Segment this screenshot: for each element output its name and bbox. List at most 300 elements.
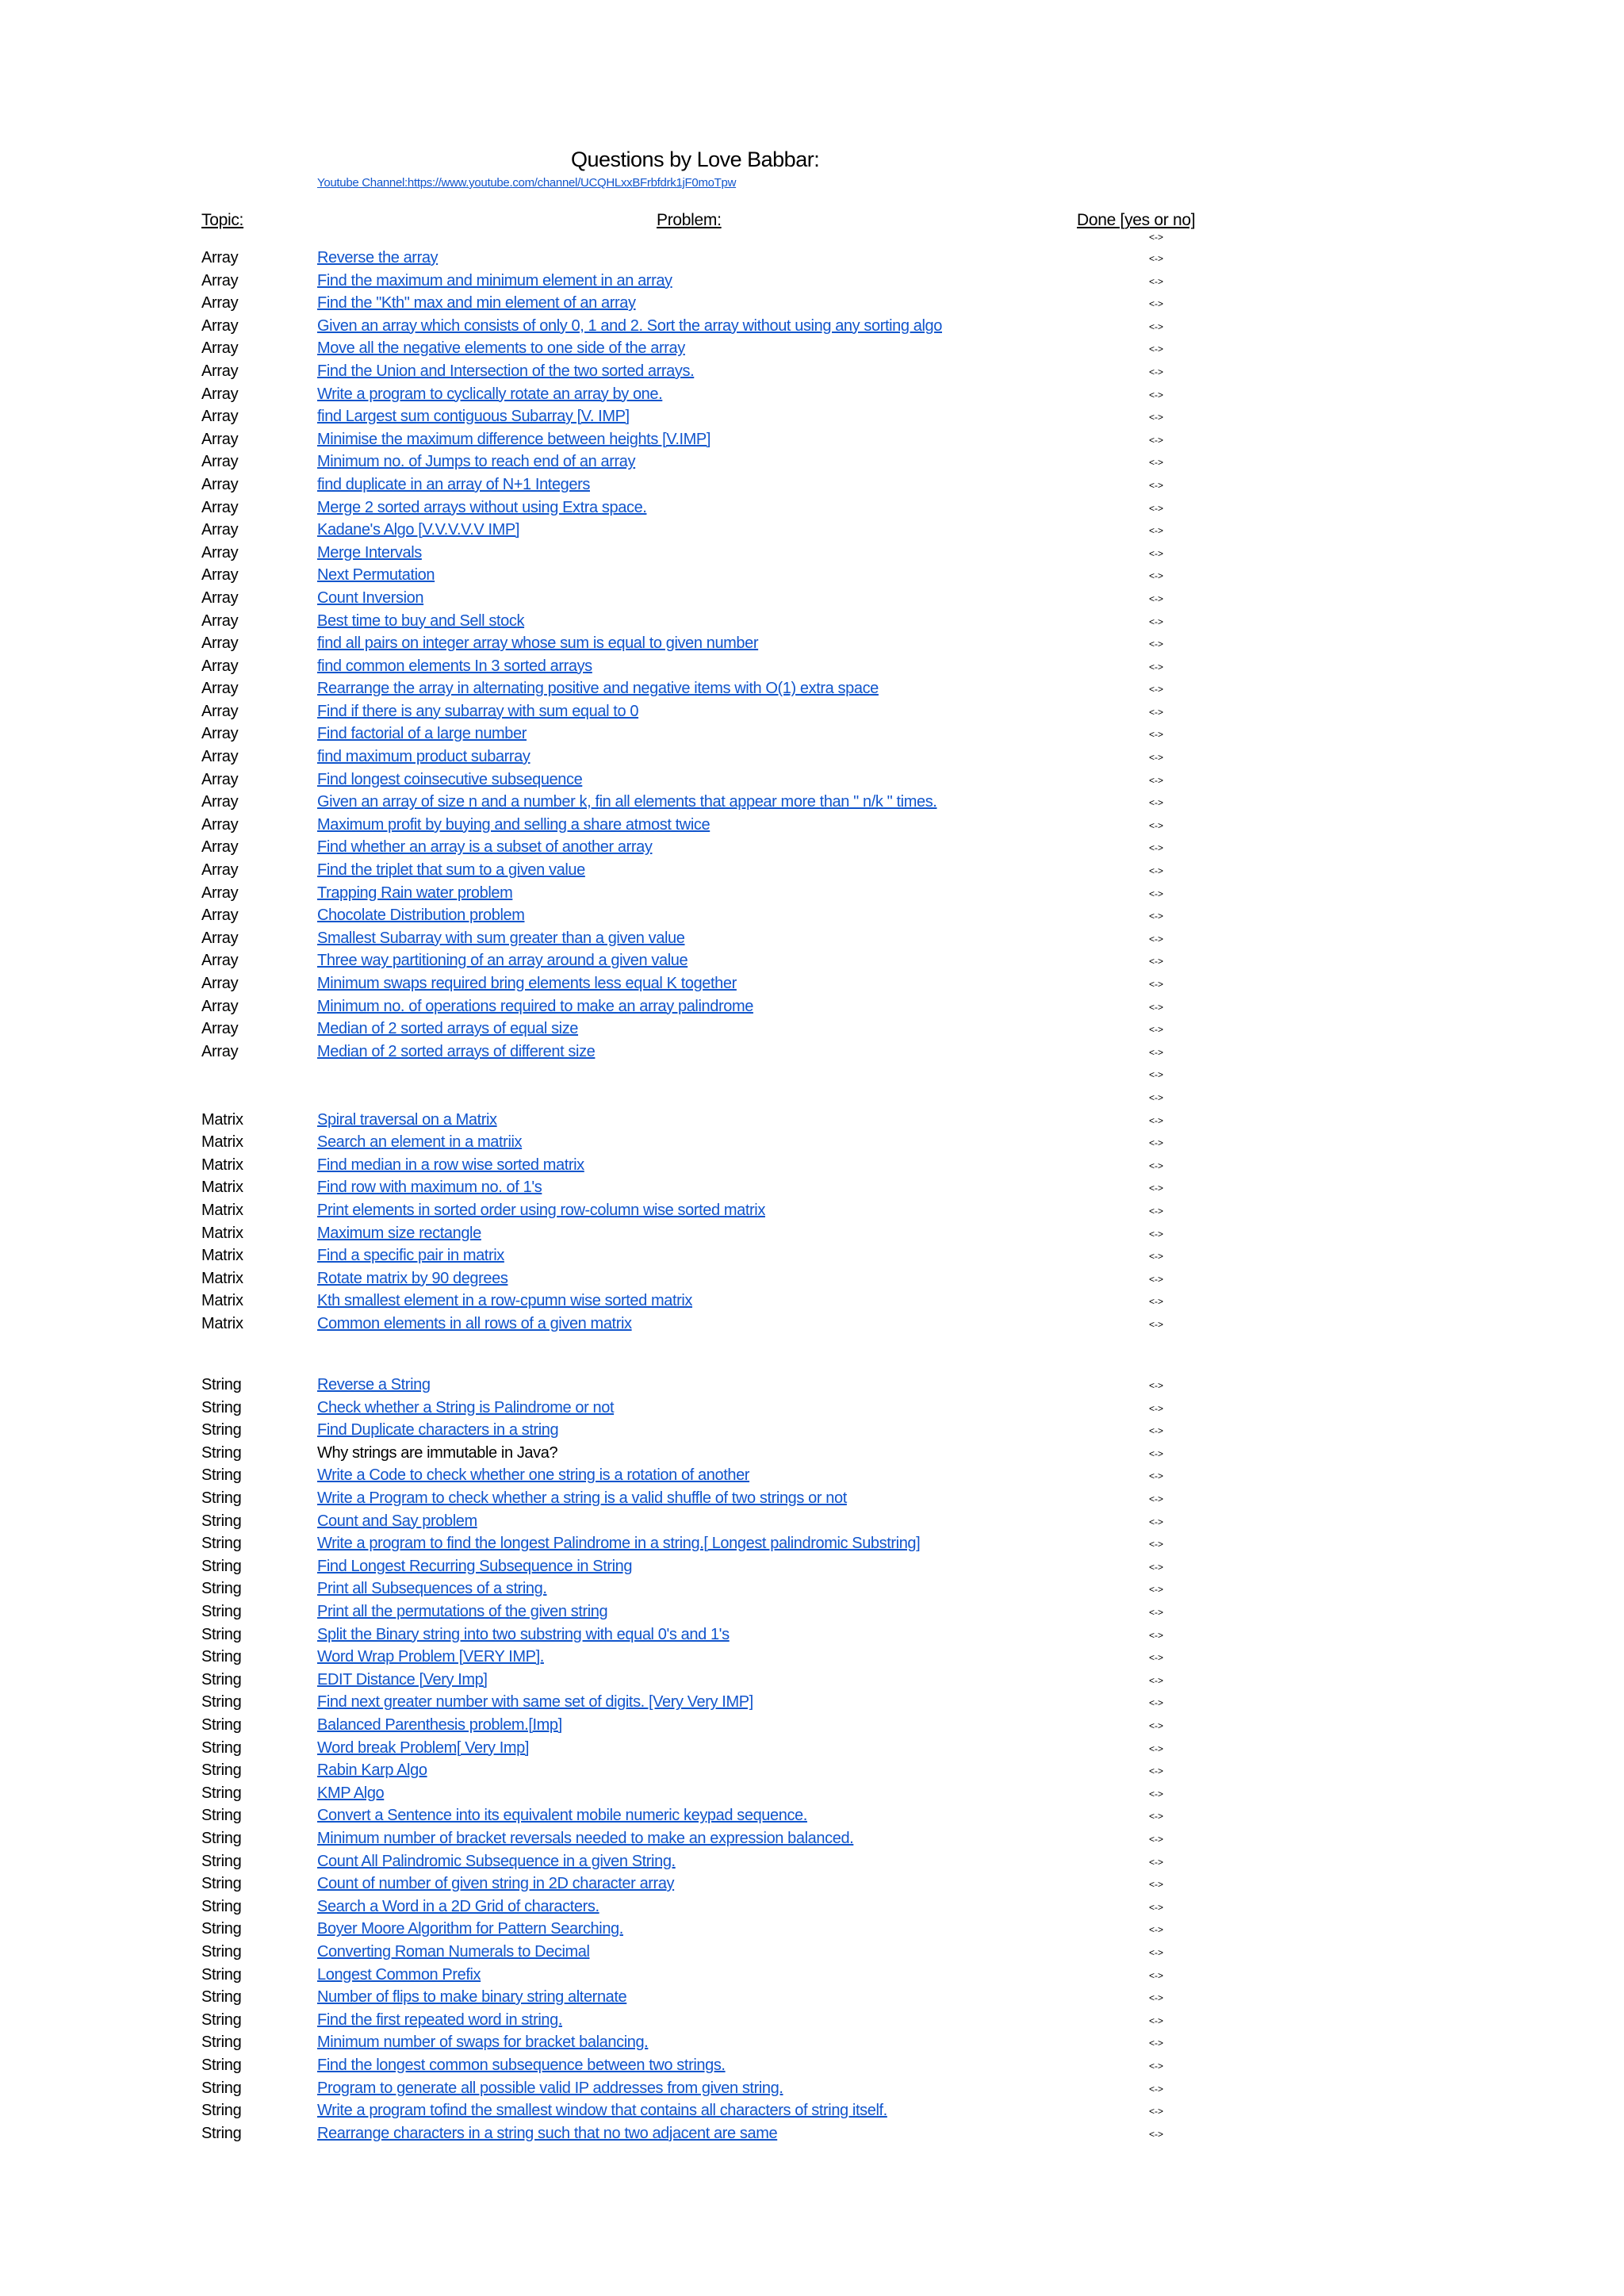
table-row (0, 1155, 1624, 1178)
problem-link[interactable]: Search an element in a matriix (317, 1133, 523, 1152)
topic-cell: String (201, 1920, 242, 1938)
done-marker: <-> (1149, 1856, 1164, 1868)
topic-cell: Matrix (201, 1314, 243, 1332)
section-gap (0, 1352, 1624, 1375)
done-marker: <-> (1149, 1607, 1164, 1619)
problem-link[interactable]: Write a program to find the longest Palindrome in a string.[ Longest palindromic Substring] (317, 1535, 921, 1553)
problem-link[interactable]: Minimum no. of Jumps to reach end of an array (317, 453, 636, 471)
done-marker: <-> (1149, 2106, 1164, 2118)
problem-link[interactable]: Rotate matrix by 90 degrees (317, 1269, 508, 1287)
problem-link[interactable]: Minimum swaps required bring elements less equal K together (317, 975, 737, 992)
topic-cell: Array (201, 611, 239, 630)
done-marker: <-> (1149, 479, 1164, 491)
topic-cell: Matrix (201, 1156, 243, 1174)
topic-cell: Matrix (201, 1201, 243, 1219)
problem-link[interactable]: Minimise the maximum difference between heights [V.IMP] (317, 430, 711, 448)
done-marker: <-> (1149, 1493, 1164, 1505)
problem-link[interactable]: Minimum number of bracket reversals needed to make an expression balanced. (317, 1829, 854, 1847)
table-row (0, 2078, 1624, 2101)
table-row (0, 1465, 1624, 1488)
done-marker: <-> (1149, 275, 1164, 287)
topic-cell: Array (201, 588, 239, 607)
problem-link[interactable]: Longest Common Prefix (317, 1965, 481, 1984)
done-marker: <-> (1149, 502, 1164, 514)
problem-link[interactable]: Minimum no. of operations required to make an array palindrome (317, 997, 753, 1015)
table-row (0, 2100, 1624, 2123)
column-header-topic: Topic: (201, 211, 244, 229)
table-row (0, 1087, 1624, 1110)
problem-link[interactable]: Number of flips to make binary string alternate (317, 1988, 627, 2007)
done-marker: <-> (1149, 797, 1164, 809)
problem-link[interactable]: find all pairs on integer array whose sum is equal to given number (317, 634, 759, 653)
topic-cell: String (201, 1852, 242, 1870)
done-marker: <-> (1149, 1765, 1164, 1777)
topic-cell: Array (201, 453, 239, 471)
topic-cell: Array (201, 861, 239, 880)
done-marker: <-> (1149, 1001, 1164, 1013)
done-marker: <-> (1149, 979, 1164, 990)
table-row (0, 406, 1624, 429)
topic-cell: String (201, 2102, 242, 2120)
table-row (0, 588, 1624, 611)
done-marker: <-> (1149, 1946, 1164, 1958)
topic-cell: Matrix (201, 1133, 243, 1152)
problem-link[interactable]: Rearrange the array in alternating positive and negative items with O(1) extra space (317, 680, 879, 698)
problem-link[interactable]: Spiral traversal on a Matrix (317, 1110, 497, 1129)
problem-link[interactable]: Given an array which consists of only 0, 1 and 2. Sort the array without using any sorting algo (317, 316, 942, 335)
table-row (0, 474, 1624, 497)
table-row (0, 723, 1624, 746)
problem-link[interactable]: Chocolate Distribution problem (317, 907, 525, 925)
topic-cell: String (201, 1716, 242, 1734)
problem-link[interactable]: Find a specific pair in matrix (317, 1247, 504, 1265)
topic-cell: Array (201, 838, 239, 857)
problem-link[interactable]: Search a Word in a 2D Grid of characters. (317, 1897, 599, 1915)
done-marker: <-> (1149, 2014, 1164, 2026)
problem-link[interactable]: Median of 2 sorted arrays of different size (317, 1042, 596, 1060)
done-marker: <-> (1149, 615, 1164, 627)
problem-link[interactable]: Find factorial of a large number (317, 725, 527, 743)
topic-cell: Array (201, 702, 239, 720)
problem-link[interactable]: find maximum product subarray (317, 748, 530, 766)
topic-cell: Matrix (201, 1179, 243, 1197)
table-row (0, 519, 1624, 542)
done-marker: <-> (1149, 1924, 1164, 1936)
problem-link[interactable]: KMP Algo (317, 1784, 385, 1802)
topic-cell: Array (201, 657, 239, 675)
topic-cell: String (201, 1693, 242, 1711)
topic-cell: Array (201, 952, 239, 970)
done-marker: <-> (1149, 570, 1164, 582)
done-marker: <-> (1149, 752, 1164, 764)
done-marker: <-> (1149, 933, 1164, 945)
done-marker: <-> (1149, 1833, 1164, 1845)
done-marker: <-> (1149, 1674, 1164, 1686)
done-marker: <-> (1149, 1402, 1164, 1414)
done-marker: <-> (1149, 547, 1164, 559)
done-marker: <-> (1149, 1046, 1164, 1058)
problem-link[interactable]: Split the Binary string into two substring with equal 0's and 1's (317, 1625, 730, 1643)
topic-cell: String (201, 1829, 242, 1847)
topic-cell: String (201, 1535, 242, 1553)
table-row (0, 1313, 1624, 1336)
problem-link[interactable]: find Largest sum contiguous Subarray [V. IMP] (317, 408, 630, 426)
table-row (0, 1223, 1624, 1246)
topic-cell: Array (201, 1020, 239, 1038)
problem-link[interactable]: Next Permutation (317, 566, 435, 585)
problem-link[interactable]: find common elements In 3 sorted arrays (317, 657, 592, 675)
problem-link[interactable]: Count Inversion (317, 588, 424, 607)
problem-link[interactable]: Check whether a String is Palindrome or not (317, 1398, 615, 1416)
done-marker: <-> (1149, 1969, 1164, 1981)
table-row (0, 1578, 1624, 1601)
topic-cell: Matrix (201, 1269, 243, 1287)
problem-link[interactable]: Best time to buy and Sell stock (317, 611, 525, 630)
problem-link[interactable]: Find whether an array is a subset of another array (317, 838, 653, 857)
topic-cell: Array (201, 498, 239, 516)
topic-cell: String (201, 1648, 242, 1666)
done-marker: <-> (1149, 1470, 1164, 1482)
done-marker: <-> (1149, 1091, 1164, 1103)
problem-link[interactable]: Kth smallest element in a row-cpumn wise sorted matrix (317, 1292, 693, 1310)
table-row (0, 293, 1624, 316)
done-marker: <-> (1149, 774, 1164, 786)
done-marker: <-> (1149, 2060, 1164, 2072)
topic-cell: Array (201, 929, 239, 947)
done-marker: <-> (1149, 1992, 1164, 2004)
topic-cell: Array (201, 339, 239, 358)
topic-cell: Array (201, 680, 239, 698)
problem-link[interactable]: Find median in a row wise sorted matrix (317, 1156, 584, 1174)
table-row (0, 1851, 1624, 1874)
problem-link[interactable]: Word Wrap Problem [VERY IMP]. (317, 1648, 544, 1666)
topic-cell: Array (201, 271, 239, 289)
done-marker: <-> (1149, 1159, 1164, 1171)
table-row (0, 996, 1624, 1019)
problem-link[interactable]: Write a Code to check whether one string is a rotation of another (317, 1466, 750, 1485)
table-row (0, 1738, 1624, 1761)
problem-link[interactable]: Count of number of given string in 2D character array (317, 1875, 675, 1893)
topic-cell: Array (201, 748, 239, 766)
problem-link[interactable]: Three way partitioning of an array around a given value (317, 952, 688, 970)
topic-cell: String (201, 1603, 242, 1621)
topic-cell: Array (201, 475, 239, 493)
table-row (0, 1443, 1624, 1466)
table-row (0, 2123, 1624, 2146)
table-row (0, 815, 1624, 838)
table-row (0, 384, 1624, 407)
topic-cell: String (201, 1443, 242, 1462)
table-row (0, 1064, 1624, 1087)
problem-link[interactable]: Find Duplicate characters in a string (317, 1421, 559, 1439)
column-header-problem: Problem: (657, 211, 722, 229)
topic-cell: Array (201, 249, 239, 266)
table-row (0, 2055, 1624, 2078)
done-marker: <-> (1149, 366, 1164, 378)
done-marker: <-> (1149, 1228, 1164, 1240)
topic-cell: Matrix (201, 1110, 243, 1129)
topic-cell: String (201, 1376, 242, 1394)
topic-cell: String (201, 1761, 242, 1780)
done-marker: <-> (1149, 232, 1164, 243)
section-gap (0, 1336, 1624, 1352)
done-marker: <-> (1149, 2083, 1164, 2095)
table-row (0, 1692, 1624, 1715)
problem-link[interactable]: Boyer Moore Algorithm for Pattern Searching. (317, 1920, 623, 1938)
table-row (0, 611, 1624, 634)
table-row (0, 429, 1624, 452)
topic-cell: String (201, 2056, 242, 2074)
problem-link[interactable]: Write a Program to check whether a string is a valid shuffle of two strings or not (317, 1489, 847, 1508)
topic-cell: Array (201, 521, 239, 539)
table-row (0, 860, 1624, 883)
done-marker: <-> (1149, 320, 1164, 332)
problem-link[interactable]: Reverse the array (317, 249, 439, 266)
problem-link[interactable]: Program to generate all possible valid IP addresses from given string. (317, 2079, 783, 2097)
done-marker: <-> (1149, 638, 1164, 650)
table-row (0, 1556, 1624, 1579)
topic-cell: String (201, 1580, 242, 1598)
table-row (0, 497, 1624, 520)
topic-cell: Array (201, 430, 239, 448)
problem-link[interactable]: Print all the permutations of the given string (317, 1603, 608, 1621)
table-row (0, 1268, 1624, 1291)
problem-link[interactable]: Rearrange characters in a string such that no two adjacent are same (317, 2124, 778, 2142)
table-row (0, 1132, 1624, 1155)
topic-cell: Array (201, 770, 239, 788)
table-row (0, 656, 1624, 679)
done-marker: <-> (1149, 1516, 1164, 1527)
table-row (0, 2032, 1624, 2055)
done-marker: <-> (1149, 1811, 1164, 1823)
problem-link[interactable]: Merge 2 sorted arrays without using Extra space. (317, 498, 647, 516)
problem-link[interactable]: Maximum size rectangle (317, 1224, 481, 1242)
table-row (0, 883, 1624, 906)
table-row (0, 1200, 1624, 1223)
topic-cell: String (201, 1807, 242, 1825)
problem-link[interactable]: Rabin Karp Algo (317, 1761, 427, 1780)
topic-cell: Array (201, 725, 239, 743)
done-marker: <-> (1149, 729, 1164, 741)
table-row (0, 542, 1624, 565)
topic-cell: Matrix (201, 1292, 243, 1310)
done-marker: <-> (1149, 684, 1164, 696)
done-marker: <-> (1149, 1629, 1164, 1641)
done-marker: <-> (1149, 1069, 1164, 1081)
problem-link[interactable]: Find the longest common subsequence between two strings. (317, 2056, 726, 2074)
table-row (0, 2010, 1624, 2033)
topic-cell: String (201, 2010, 242, 2029)
problem-link[interactable]: Find the triplet that sum to a given value (317, 861, 585, 880)
table-row (0, 1828, 1624, 1851)
topic-cell: Array (201, 884, 239, 902)
table-row (0, 338, 1624, 361)
topic-cell: String (201, 2079, 242, 2097)
problem-link[interactable]: Find the "Kth" max and min element of an array (317, 294, 636, 312)
done-marker: <-> (1149, 1539, 1164, 1550)
problem-link[interactable]: Smallest Subarray with sum greater than a given value (317, 929, 685, 947)
done-marker: <-> (1149, 343, 1164, 355)
problem-link[interactable]: Find the maximum and minimum element in an array (317, 271, 672, 289)
problem-link[interactable]: Convert a Sentence into its equivalent mobile numeric keypad sequence. (317, 1807, 807, 1825)
problem-link[interactable]: Merge Intervals (317, 543, 422, 562)
table-row (0, 1783, 1624, 1806)
problem-link[interactable]: Find next greater number with same set of digits. [Very Very IMP] (317, 1693, 753, 1711)
topic-cell: String (201, 1557, 242, 1575)
topic-cell: String (201, 2033, 242, 2052)
done-marker: <-> (1149, 865, 1164, 877)
column-header-done: Done [yes or no] (1077, 211, 1196, 229)
problem-link[interactable]: Find if there is any subarray with sum equal to 0 (317, 702, 639, 720)
problem-link[interactable]: Print all Subsequences of a string. (317, 1580, 547, 1598)
topic-cell: String (201, 1965, 242, 1984)
table-row (0, 1669, 1624, 1692)
done-marker: <-> (1149, 956, 1164, 968)
done-marker: <-> (1149, 1561, 1164, 1573)
topic-cell: Array (201, 362, 239, 380)
table-row (0, 1018, 1624, 1041)
table-row (0, 1964, 1624, 1987)
problem-link[interactable]: Write a program tofind the smallest window that contains all characters of string itself. (317, 2102, 887, 2120)
table-row (0, 701, 1624, 724)
youtube-channel-link[interactable]: Youtube Channel:https://www.youtube.com/channel/UCQHLxxBFrbfdrk1jF0moTpw (317, 176, 737, 190)
topic-cell: Array (201, 408, 239, 426)
done-marker: <-> (1149, 1137, 1164, 1149)
topic-cell: Array (201, 543, 239, 562)
problem-link[interactable]: Minimum number of swaps for bracket balancing. (317, 2033, 649, 2052)
done-marker: <-> (1149, 887, 1164, 899)
table-row (0, 746, 1624, 769)
table-row (0, 1896, 1624, 1919)
table-row (0, 1646, 1624, 1669)
topic-cell: String (201, 1466, 242, 1485)
done-marker: <-> (1149, 1318, 1164, 1330)
topic-cell: String (201, 1670, 242, 1688)
problem-link[interactable]: EDIT Distance [Very Imp] (317, 1670, 488, 1688)
done-marker: <-> (1149, 2037, 1164, 2049)
table-row (0, 1041, 1624, 1064)
problem-link[interactable]: find duplicate in an array of N+1 Integers (317, 475, 590, 493)
problem-link[interactable]: Reverse a String (317, 1376, 431, 1394)
done-marker: <-> (1149, 298, 1164, 310)
done-marker: <-> (1149, 1024, 1164, 1036)
table-row (0, 451, 1624, 474)
topic-cell: Array (201, 997, 239, 1015)
problem-link[interactable]: Find the first repeated word in string. (317, 2010, 562, 2029)
topic-cell: String (201, 1512, 242, 1530)
topic-cell: Array (201, 907, 239, 925)
done-marker: <-> (1149, 1380, 1164, 1392)
problem-link[interactable]: Print elements in sorted order using row-column wise sorted matrix (317, 1201, 765, 1219)
topic-cell: Array (201, 385, 239, 403)
table-row (0, 1805, 1624, 1828)
table-row (0, 565, 1624, 588)
problem-link[interactable]: Kadane's Algo [V.V.V.V.V IMP] (317, 521, 520, 539)
table-row (0, 316, 1624, 339)
table-row (0, 1987, 1624, 2010)
problem-link[interactable]: Trapping Rain water problem (317, 884, 513, 902)
problem-link[interactable]: Given an array of size n and a number k, fin all elements that appear more than " n/k " times. (317, 793, 937, 811)
done-marker: <-> (1149, 434, 1164, 446)
done-marker: <-> (1149, 1879, 1164, 1891)
problem-link[interactable]: Median of 2 sorted arrays of equal size (317, 1020, 579, 1038)
done-marker: <-> (1149, 1296, 1164, 1308)
problem-link[interactable]: Balanced Parenthesis problem.[Imp] (317, 1716, 562, 1734)
topic-cell: Array (201, 316, 239, 335)
table-row (0, 1177, 1624, 1200)
problem-table (0, 247, 1624, 2145)
topic-cell: String (201, 1942, 242, 1961)
table-row (0, 1397, 1624, 1420)
topic-cell: Array (201, 566, 239, 585)
topic-cell: String (201, 1489, 242, 1508)
table-row (0, 1941, 1624, 1964)
table-row (0, 1374, 1624, 1397)
done-marker: <-> (1149, 1901, 1164, 1913)
table-row (0, 633, 1624, 656)
page-title: Questions by Love Babbar: (571, 148, 820, 171)
done-marker: <-> (1149, 253, 1164, 264)
table-row (0, 905, 1624, 928)
problem-link[interactable]: Write a program to cyclically rotate an array by one. (317, 385, 663, 403)
problem-link[interactable]: Find Longest Recurring Subsequence in String (317, 1557, 633, 1575)
table-row (0, 1760, 1624, 1783)
problem-link[interactable]: Word break Problem[ Very Imp] (317, 1738, 530, 1757)
topic-cell: String (201, 1988, 242, 2007)
done-marker: <-> (1149, 1114, 1164, 1126)
problem-link[interactable]: Converting Roman Numerals to Decimal (317, 1942, 590, 1961)
table-row (0, 792, 1624, 815)
done-marker: <-> (1149, 1205, 1164, 1217)
table-row (0, 928, 1624, 951)
done-marker: <-> (1149, 1697, 1164, 1709)
done-marker: <-> (1149, 1182, 1164, 1194)
topic-cell: String (201, 1875, 242, 1893)
topic-cell: String (201, 1398, 242, 1416)
problem-link[interactable]: Maximum profit by buying and selling a share atmost twice (317, 815, 710, 834)
problem-link[interactable]: Find row with maximum no. of 1's (317, 1179, 542, 1197)
table-row (0, 1601, 1624, 1624)
table-row (0, 1110, 1624, 1133)
topic-cell: Array (201, 815, 239, 834)
done-marker: <-> (1149, 1425, 1164, 1437)
done-marker: <-> (1149, 706, 1164, 718)
topic-cell: Array (201, 975, 239, 992)
done-marker: <-> (1149, 819, 1164, 831)
done-marker: <-> (1149, 1447, 1164, 1459)
problem-link[interactable]: Find longest coinsecutive subsequence (317, 770, 583, 788)
topic-cell: Array (201, 294, 239, 312)
problem-link[interactable]: Common elements in all rows of a given matrix (317, 1314, 632, 1332)
table-row (0, 270, 1624, 293)
topic-cell: Array (201, 1042, 239, 1060)
table-row (0, 1511, 1624, 1534)
topic-cell: Matrix (201, 1224, 243, 1242)
table-row (0, 1290, 1624, 1313)
problem-link[interactable]: Move all the negative elements to one side of the array (317, 339, 685, 358)
topic-cell: String (201, 2124, 242, 2142)
done-marker: <-> (1149, 910, 1164, 922)
table-row (0, 1533, 1624, 1556)
problem-link[interactable]: Count All Palindromic Subsequence in a given String. (317, 1852, 676, 1870)
problem-link[interactable]: Count and Say problem (317, 1512, 477, 1530)
done-marker: <-> (1149, 457, 1164, 469)
table-row (0, 1624, 1624, 1647)
problem-link[interactable]: Find the Union and Intersection of the two sorted arrays. (317, 362, 695, 380)
done-marker: <-> (1149, 842, 1164, 854)
table-row (0, 1873, 1624, 1896)
table-row (0, 1245, 1624, 1268)
